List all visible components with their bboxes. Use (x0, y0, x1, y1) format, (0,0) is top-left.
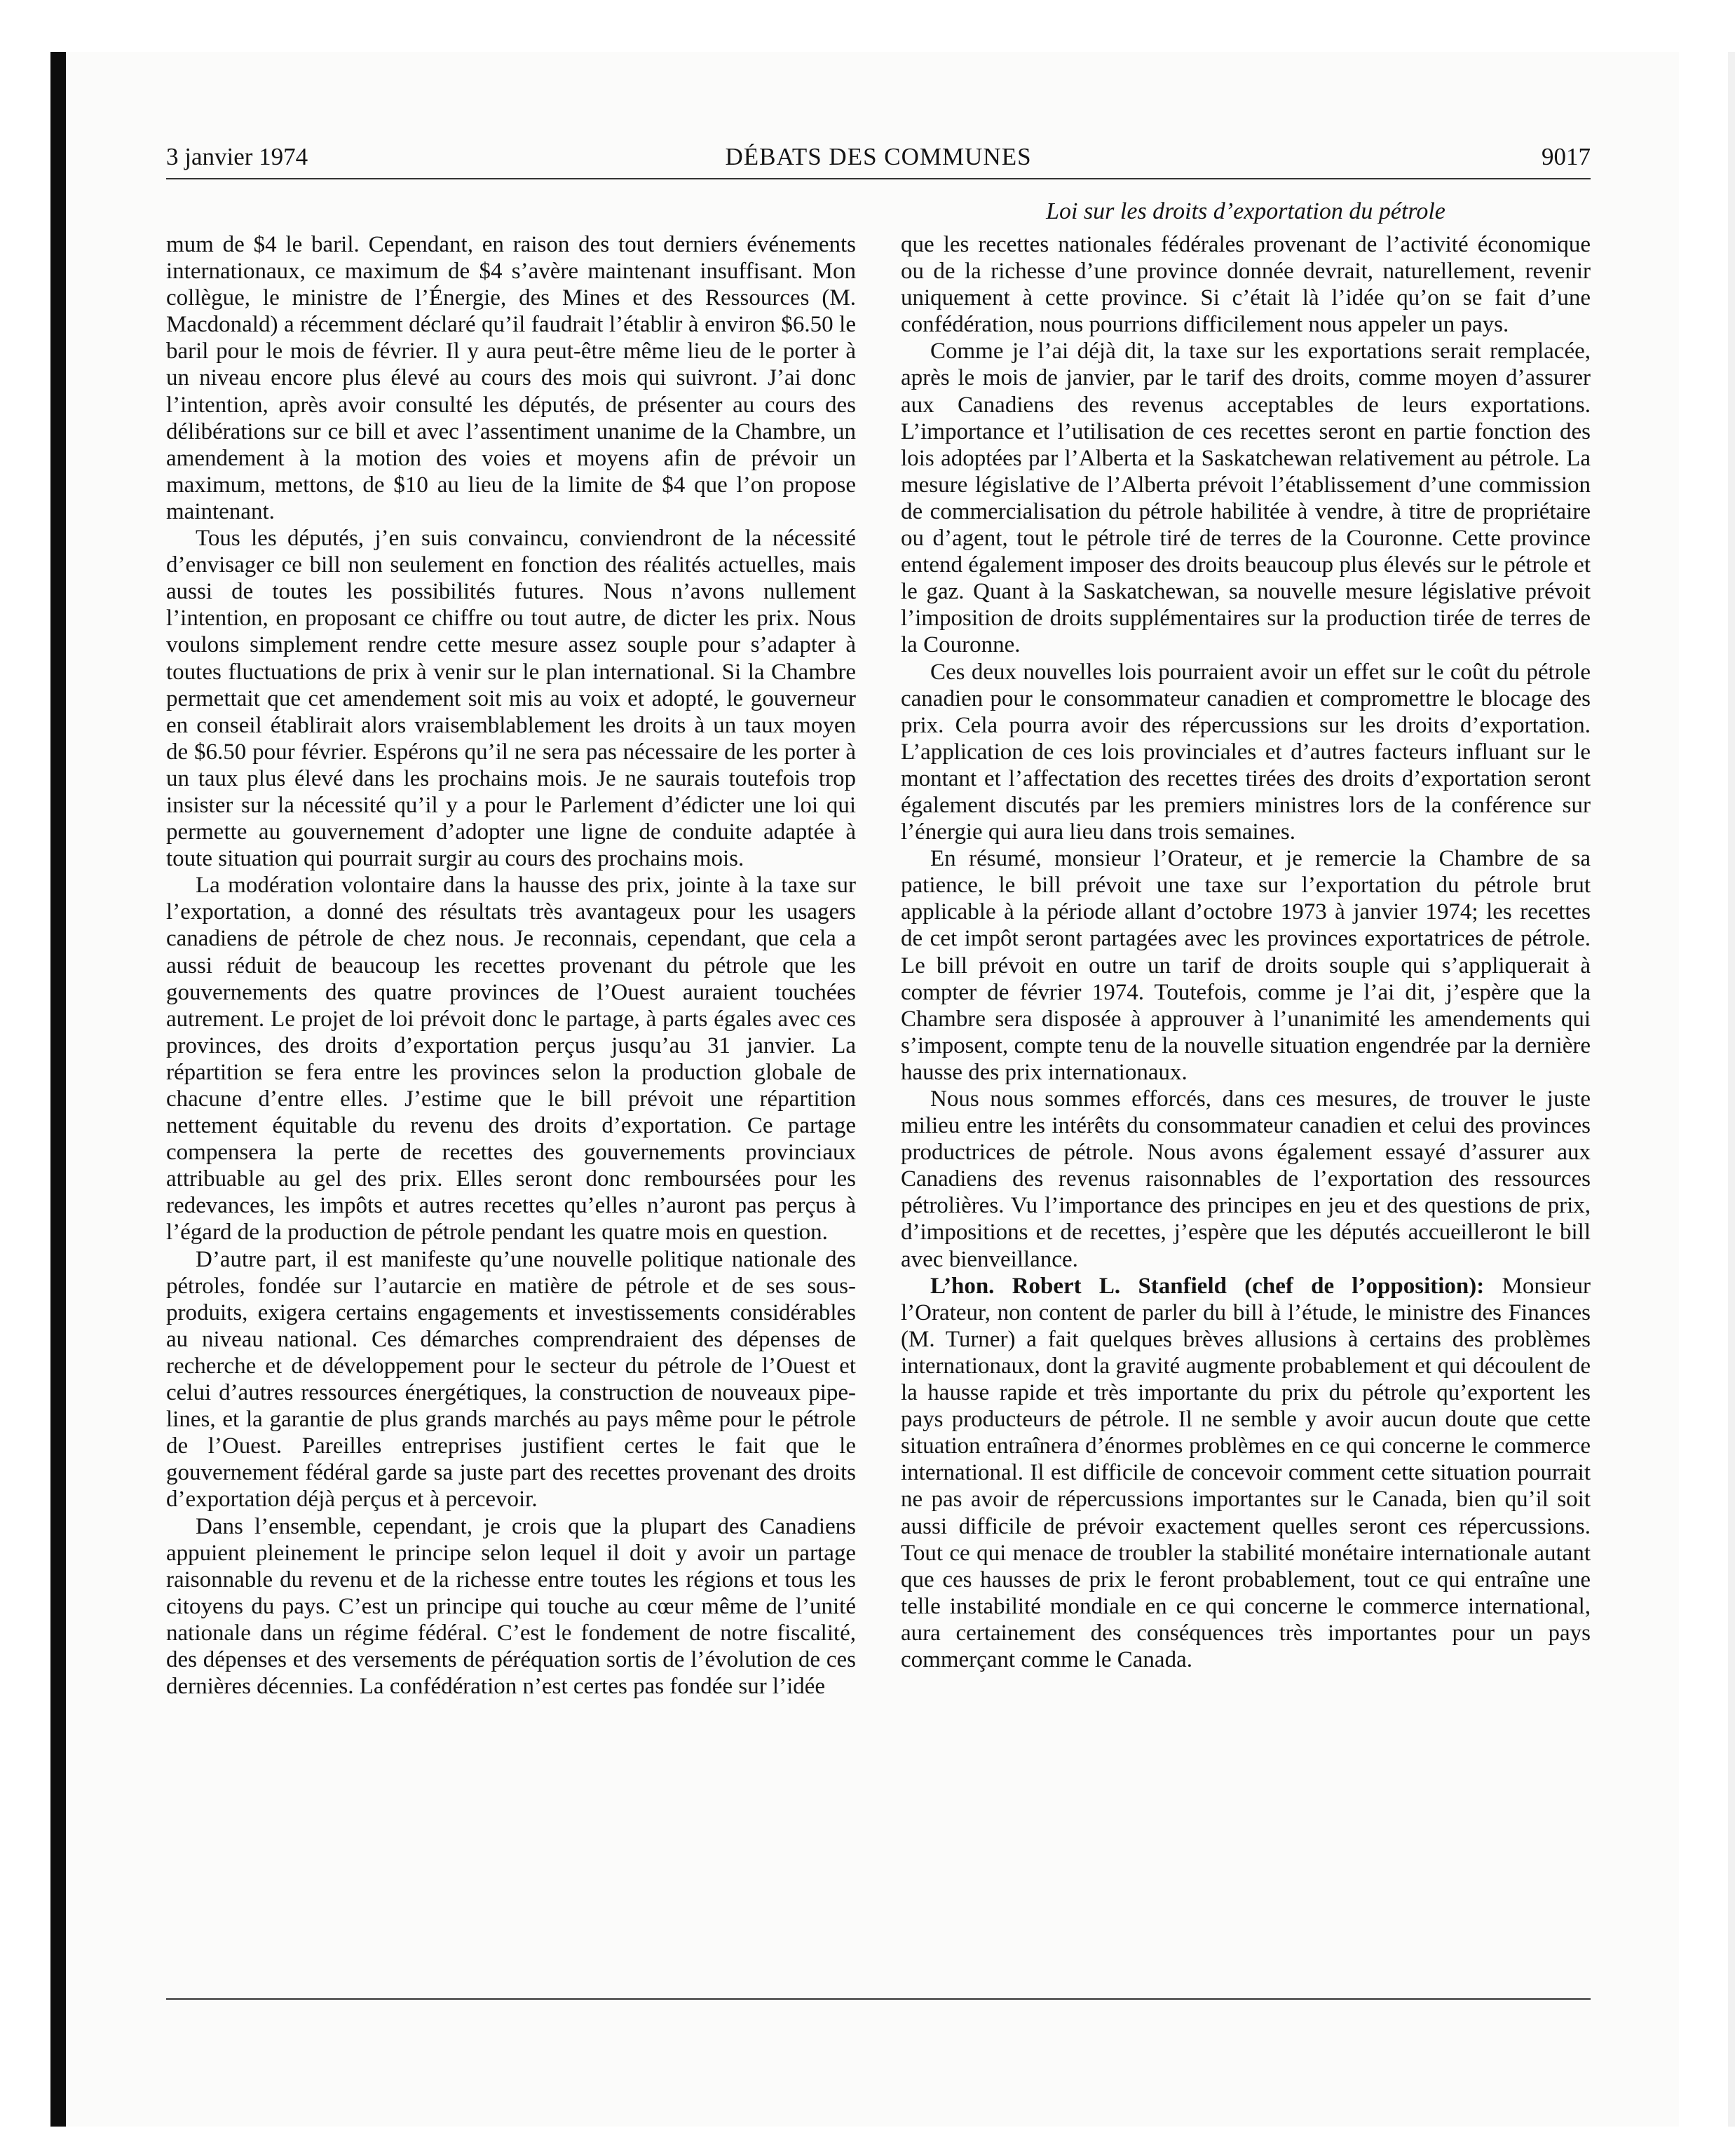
scan-border-right (1728, 52, 1735, 2127)
paragraph: que les recettes nationales fédérales provenant de l’activité économique ou de la richesse d’une province donnée devrait, naturellement, revenir uniquement à cette province. Si c’était là l’idée qu’on se fait d’une confédération, nous pourrions difficilement nous appeler un pays. (901, 232, 1591, 338)
paragraph: mum de $4 le baril. Cependant, en raison des tout derniers événements internationaux, ce maximum de $4 s’avère maintenant insuffisant. Mon collègue, le ministre de l’Énergie, des Mines et des Ressources (M. Macdonald) a récemment déclaré qu’il faudrait l’établir à environ $6.50 le baril pour le mois de février. Il y aura peut-être même lieu de le porter à un niveau encore plus élevé au cours des mois qui suivront. J’ai donc l’intention, après avoir consulté les députés, de présenter au cours des délibérations sur ce bill et avec l’assentiment unanime de la Chambre, un amendement à la motion des voies et moyens afin de prévoir un maximum, mettons, de $10 au lieu de la limite de $4 que l’on propose maintenant. (166, 232, 856, 524)
paragraph: Tous les députés, j’en suis convaincu, conviendront de la nécessité d’envisager ce bill non seulement en fonction des réalités actuelles, mais aussi de toutes les possibilités futures. Nous n’avons nullement l’intention, en proposant ce chiffre ou tout autre, de dicter les prix. Nous voulons simplement rendre cette mesure assez souple pour s’adapter à toutes fluctuations de prix à venir sur le plan international. Si la Chambre permettait que cet amendement soit mis au voix et adopté, le gouverneur en conseil établirait alors vraisemblablement les droits à un taux moyen de $6.50 pour février. Espérons qu’il ne sera pas nécessaire de les porter à un taux plus élevé dans les prochains mois. Je ne saurais toutefois trop insister sur la nécessité qu’il y a pour le Parlement d’édicter une loi qui permette au gouvernement d’adopter une ligne de conduite adaptée à toute situation qui pourrait surgir au cours des prochains mois. (166, 526, 856, 872)
footer-rule (166, 1998, 1591, 2000)
paragraph: La modération volontaire dans la hausse des prix, jointe à la taxe sur l’exportation, a donné des résultats très avantageux pour les usagers canadiens de pétrole de chez nous. Je reconnais, cependant, que cela a aussi réduit de beaucoup les recettes provenant du pétrole que les gouvernements des quatre provinces de l’Ouest auraient touchées autrement. Le projet de loi prévoit donc le partage, à parts égales avec ces provinces, des droits d’exportation perçus jusqu’au 31 janvier. La répartition se fera entre les provinces selon la production globale de chacune d’entre elles. J’estime que le bill prévoit une répartition nettement équitable du revenu des droits d’exportation. Ce partage compensera la perte de recettes des gouvernements provinciaux attribuable au gel des prix. Elles seront donc remboursées pour les redevances, les impôts et autres recettes qu’elles n’auront pas perçus à l’égard de la production de pétrole pendant les quatre mois en question. (166, 873, 856, 1246)
left-column (166, 231, 856, 1700)
paragraph: Nous nous sommes efforcés, dans ces mesures, de trouver le juste milieu entre les intérêts du consommateur canadien et celui des provinces productrices de pétrole. Nous avons également essayé d’assurer aux Canadiens des revenus raisonnables de l’exportation des ressources pétrolières. Vu l’importance des principes en jeu et des questions de prix, d’impositions et de recettes, j’espère que les députés accueilleront le bill avec bienveillance. (901, 1086, 1591, 1272)
header-rule (166, 178, 1591, 179)
page-header (166, 140, 1591, 177)
speaker-text: Monsieur l’Orateur, non content de parler du bill à l’étude, le ministre des Finances (M. Turner) a fait quelques brèves allusions à certains des problèmes internationaux, dont la gravité augmente probablement et qui découlent de la hausse rapide et très importante du prix du pétrole qu’exportent les pays producteurs de pétrole. Il ne semble y avoir aucun doute que cette situation entraînera d’énormes problèmes en ce qui concerne le commerce international. Il est difficile de concevoir comment cette situation pourrait ne pas avoir de répercussions importantes sur le Canada, bien qu’il soit aussi difficile de prévoir exactement quelles seront ces répercussions. Tout ce qui menace de troubler la stabilité monétaire internationale autant que ces hausses de prix le feront probablement, tout ce qui entraîne une telle instabilité mondiale en ce qui concerne le commerce international, aura certainement des conséquences très importantes pour un pays commerçant comme le Canada. (901, 1273, 1591, 1672)
header-date: 3 janvier 1974 (166, 143, 308, 170)
paragraph: D’autre part, il est manifeste qu’une nouvelle politique nationale des pétroles, fondée sur l’autarcie en matière de pétrole et de ses sous-produits, exigera certains engagements et investissements considérables au niveau national. Ces démarches comprendraient des dépenses de recherche et de développement pour le secteur du pétrole de l’Ouest et celui d’autres ressources énergétiques, la construction de nouveaux pipe-lines, et la garantie de plus grands marchés au pays même pour le pétrole de l’Ouest. Pareilles entreprises justifient certes le fait que le gouvernement fédéral garde sa juste part des recettes provenant des droits d’exportation déjà perçus et à percevoir. (166, 1246, 856, 1513)
running-title: Loi sur les droits d’exportation du pétrole (1046, 198, 1445, 224)
speaker-name: L’hon. Robert L. Stanfield (chef de l’opposition): (930, 1273, 1485, 1299)
paragraph: Ces deux nouvelles lois pourraient avoir un effet sur le coût du pétrole canadien pour le consommateur canadien et compromettre le blocage des prix. Cela pourra avoir des répercussions sur les droits d’exportation. L’application de ces lois provinciales et d’autres facteurs influant sur le montant et l’affectation des recettes tirées des droits d’exportation seront également discutés par les premiers ministres lors de la conférence sur l’énergie qui aura lieu dans trois semaines. (901, 659, 1591, 845)
paragraph: En résumé, monsieur l’Orateur, et je remercie la Chambre de sa patience, le bill prévoit une taxe sur l’exportation du pétrole brut applicable à la période allant d’octobre 1973 à janvier 1974; les recettes de cet impôt seront partagées avec les provinces exportatrices de pétrole. Le bill prévoit en outre un tarif de droits souple qui s’appliquerait à compter de février 1974. Toutefois, comme je l’ai dit, j’espère que la Chambre sera disposée à approuver à l’unanimité les amendements qui s’imposent, compte tenu de la nouvelle situation engendrée par la dernière hausse des prix internationaux. (901, 846, 1591, 1085)
paragraph: Dans l’ensemble, cependant, je crois que la plupart des Canadiens appuient pleinement le principe selon lequel il doit y avoir un partage raisonnable du revenu et de la richesse entre toutes les régions et tous les citoyens du pays. C’est un principe qui touche au cœur même de l’unité nationale dans un régime fédéral. C’est le fondement de notre fiscalité, des dépenses et des versements de péréquation sortis de l’évolution de ces dernières décennies. La confédération n’est certes pas fondée sur l’idée (166, 1513, 856, 1700)
scan-border (50, 52, 66, 2127)
speaker-paragraph (901, 1273, 1591, 1673)
right-column (901, 231, 1591, 1673)
page-number: 9017 (1542, 143, 1591, 170)
paragraph: Comme je l’ai déjà dit, la taxe sur les exportations serait remplacée, après le mois de janvier, par le tarif des droits, comme moyen d’assurer aux Canadiens des revenus acceptables de leurs exportations. L’importance et l’utilisation de ces recettes seront en partie fonction des lois adoptées par l’Alberta et la Saskatchewan relativement au pétrole. La mesure législative de l’Alberta prévoit l’établissement d’une commission de commercialisation du pétrole habilitée à vendre, à titre de propriétaire ou d’agent, tout le pétrole tiré de terres de la Couronne. Cette province entend également imposer des droits beaucoup plus élevés sur le pétrole et le gaz. Quant à la Saskatchewan, sa nouvelle mesure législative prévoit l’imposition de droits supplémentaires sur la production tirée de terres de la Couronne. (901, 339, 1591, 658)
header-title: DÉBATS DES COMMUNES (725, 143, 1032, 170)
